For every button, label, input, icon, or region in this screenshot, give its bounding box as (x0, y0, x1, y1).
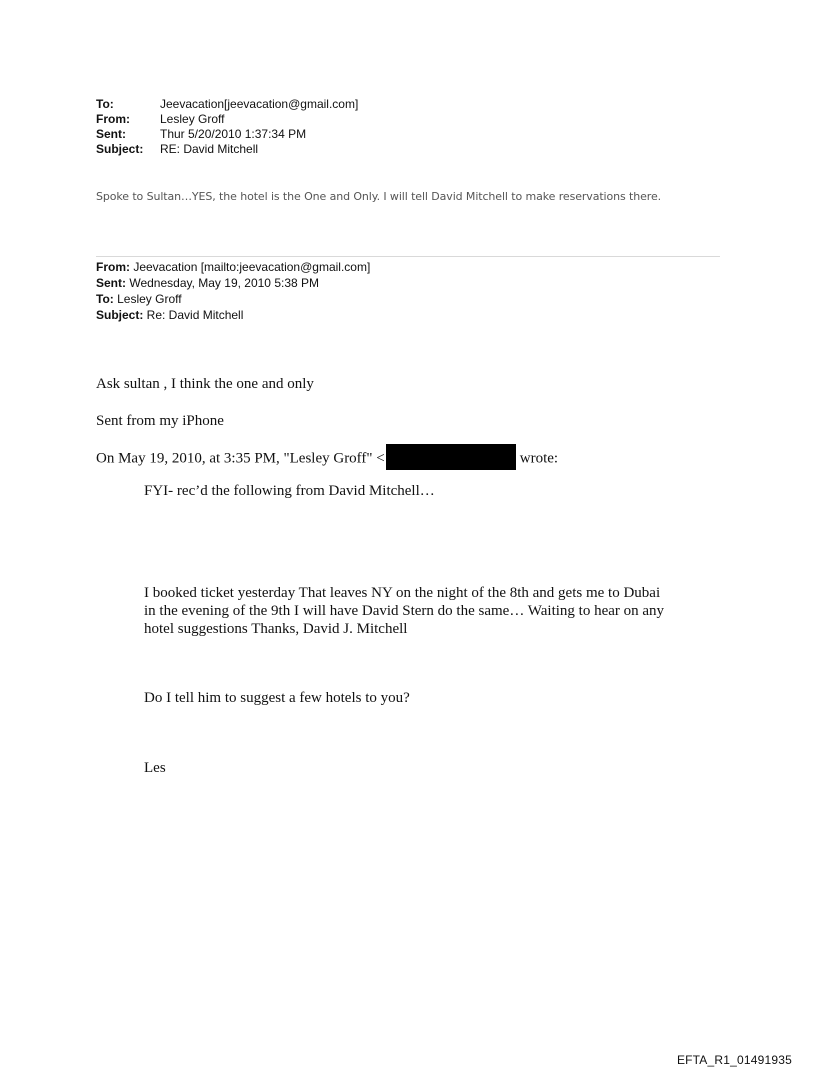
wrote-line (96, 446, 558, 472)
sent-row (96, 127, 358, 142)
sent-label: Sent: (96, 127, 126, 141)
signoff: Les (144, 760, 166, 776)
question-line: Do I tell him to suggest a few hotels to you? (144, 690, 410, 706)
redaction-block (386, 444, 516, 470)
subject-value: RE: David Mitchell (160, 142, 259, 156)
wrote-prefix: On May 19, 2010, at 3:35 PM, "Lesley Groff" < (96, 450, 385, 467)
quoted-sent-label: Sent: (96, 276, 126, 290)
quoted-to-value: Lesley Groff (113, 292, 182, 306)
quoted-to-row (96, 291, 370, 307)
reply-body: Spoke to Sultan…YES, the hotel is the One and Only. I will tell David Mitchell to make reservations there. (96, 190, 662, 203)
quoted-line-sent-from-iphone: Sent from my iPhone (96, 413, 224, 429)
quoted-subject-row (96, 307, 370, 323)
quoted-subject-value: Re: David Mitchell (143, 308, 244, 322)
subject-row (96, 142, 358, 157)
quoted-to-label: To: (96, 292, 114, 306)
fyi-line: FYI- rec’d the following from David Mitchell… (144, 483, 435, 499)
wrote-suffix: wrote: (519, 450, 559, 467)
quoted-sent-value: Wednesday, May 19, 2010 5:38 PM (126, 276, 320, 290)
from-row (96, 112, 358, 127)
email-header (96, 97, 358, 157)
divider (96, 256, 720, 257)
quoted-subject-label: Subject: (96, 308, 144, 322)
quoted-header (96, 259, 370, 323)
sent-value: Thur 5/20/2010 1:37:34 PM (160, 127, 307, 141)
from-label: From: (96, 112, 130, 126)
quoted-from-label: From: (96, 260, 130, 274)
to-value: Jeevacation[jeevacation@gmail.com] (160, 97, 359, 111)
quoted-from-row (96, 259, 370, 275)
quoted-line-ask-sultan: Ask sultan , I think the one and only (96, 376, 314, 392)
mitchell-message: I booked ticket yesterday That leaves NY on the night of the 8th and gets me to Dubai in the evening of the 9th I will have David Stern do the same… Waiting to hear on any hotel suggestions Thanks, David J. Mitchell (144, 585, 665, 637)
to-row (96, 97, 358, 112)
quoted-from-value: Jeevacation [mailto:jeevacation@gmail.com] (130, 260, 371, 274)
subject-label: Subject: (96, 142, 144, 156)
document-id: EFTA_R1_01491935 (676, 1053, 792, 1067)
from-value: Lesley Groff (160, 112, 225, 126)
to-label: To: (96, 97, 114, 111)
quoted-sent-row (96, 275, 370, 291)
